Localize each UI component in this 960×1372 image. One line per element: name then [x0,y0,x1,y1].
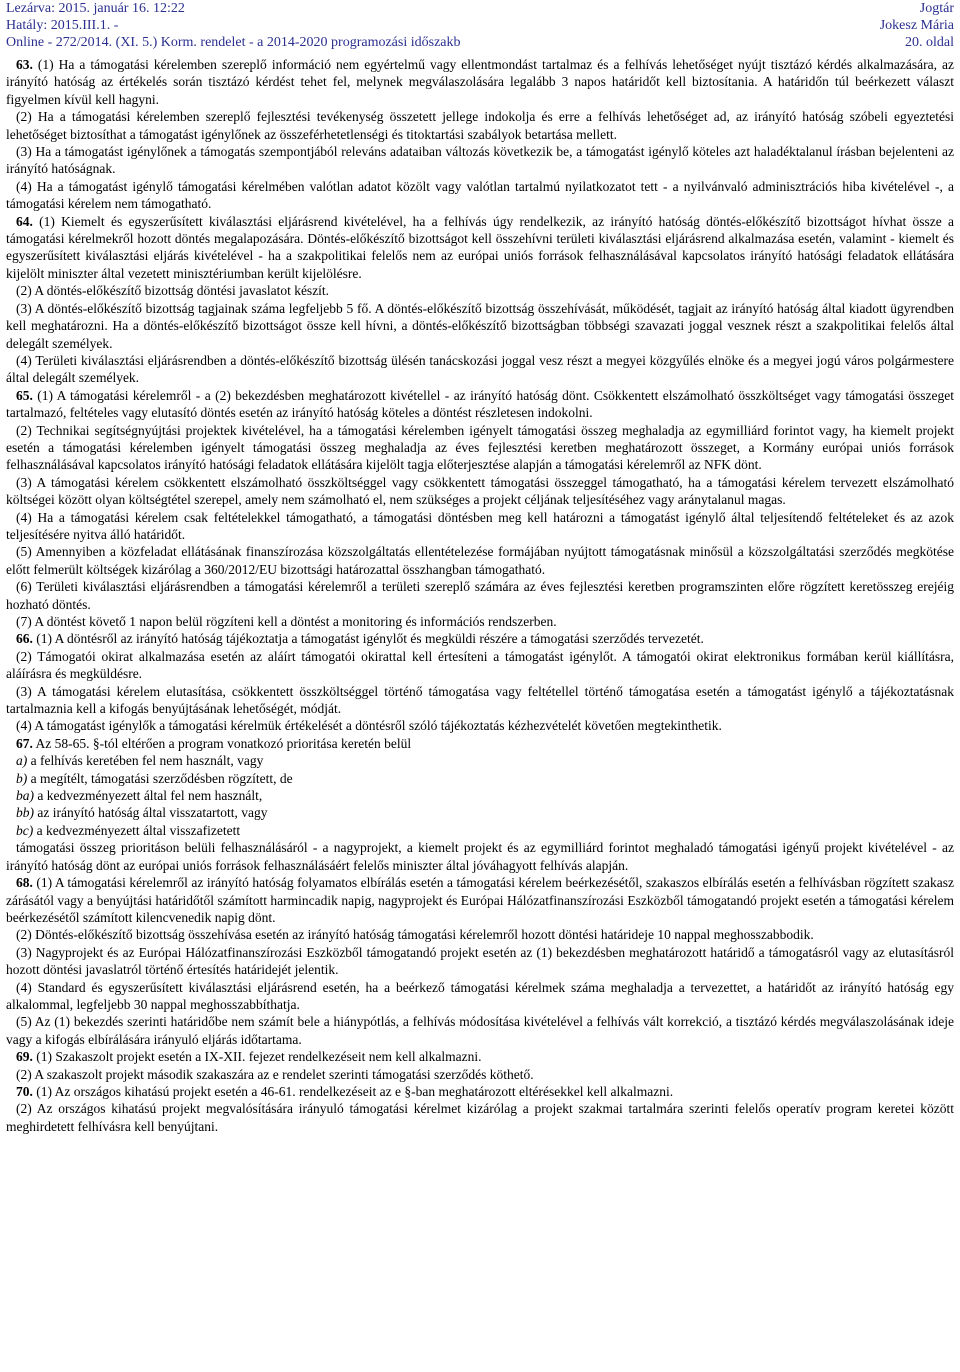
section-paragraph: 64. (1) Kiemelt és egyszerűsített kiválasztási eljárásrend kivételével, ha a felhívás úgy rendelkezik, az irányító hatóság döntés-előkészítő bizottságot hívhat össze a támogatási kérelmekről hozott döntés megalapozására. Döntés-előkészítő bizottságot kell összehívni területi kiválasztási eljárásrend alkalmazása esetén, valamint - kiemelt és egyszerűsített kiválasztási eljárás kivételével - ha a szakpolitikai felelős nem az európai uniós források felhasználásával kapcsolatos irányító hatósági feladatok ellátására kijelölt miniszter által vezetett minisztériumban került kijelölésre. [6,213,954,281]
paragraph: (6) Területi kiválasztási eljárásrendben a támogatási kérelemről a területi szereplő számára az éves fejlesztési keretben programszinten előre rögzített keretösszeg erejéig hozható döntés. [6,579,954,612]
list-marker: a) [16,753,28,769]
section-number: 65. [16,387,33,403]
paragraph: (3) A támogatási kérelem csökkentett elszámolható összköltséggel vagy csökkentett támogatási összeggel támogatható, ha a támogatási kérelem tervezett elszámolható költségei között olyan költségtétel szerepel, amely nem számolható el, nem szükséges a projekt céljának teljesítéséhez vagy aránytalanul magas. [6,474,954,508]
section-number: 64. [16,213,33,229]
list-marker: bc) [16,822,34,838]
list-marker: ba) [16,788,34,804]
effective-date: Hatály: 2015.III.1. - [6,18,119,33]
source-name: Jogtár [919,1,954,16]
section-paragraph: 66. (1) A döntésről az irányító hatóság tájékoztatja a támogatást igénylőt és megküldi részére a támogatási szerződés tervezetét. [16,631,704,647]
paragraph: (4) Területi kiválasztási eljárásrendben a döntés-előkészítő bizottság ülésén tanácskozási joggal vesz részt a megyei közgyűlés elnöke és a megyei jogú város polgármestere által delegált személyek. [6,352,954,386]
section-number: 66. [16,631,33,647]
document-header [6,0,954,50]
section-number: 69. [16,1049,33,1065]
paragraph: (2) Támogatói okirat alkalmazása esetén az aláírt támogatói okirattal kell értesíteni a támogatást igénylőt. A támogatói okirat elektronikus formában kerül kiállításra, aláírásra és megküldésre. [6,648,954,682]
page-number: 20. oldal [905,35,954,50]
section-paragraph: 67. Az 58-65. §-tól eltérően a program vonatkozó prioritása keretén belül [16,735,412,751]
paragraph: (4) Standard és egyszerűsített kiválasztási eljárásrend esetén, ha a beérkező támogatási kérelmek száma meghaladja a tervezettet, a határidőt az irányító hatóság egy alkalommal, legfeljebb 30 nappal meghosszabbíthatja. [6,979,954,1012]
header-right [880,0,954,51]
paragraph: támogatási összeg prioritáson belüli felhasználásáról - a nagyprojekt, a kiemelt projekt és az egymilliárd forintot meghaladó támogatási igényű projekt kivételével - az irányító hatóság dönt az európai uniós források felhasználásáért felelős miniszter által jóváhagyott felhívás alapján. [6,840,954,873]
paragraph: (2) Ha a támogatási kérelemben szereplő fejlesztési tevékenység összetett jellege indokolja és erre a felhívás lehetőséget ad, az irányító hatóság szóbeli egyeztetési lehetőséget biztosíthat a támogatást igénylőnek az összeférhetetlenségi és titoktartási szabályok betartása mellett. [6,109,954,142]
paragraph: (5) Az (1) bekezdés szerinti határidőbe nem számít bele a hiánypótlás, a felhívás módosítása kivételével a felhívás vált korrekció, a tisztázó kérdés megválaszolásának ideje vagy a kifogás elbírálására irányuló eljárás időtartama. [6,1014,954,1047]
paragraph: (2) Technikai segítségnyújtási projektek kivételével, ha a támogatási kérelemben igényelt támogatási összeg meghaladja az egymilliárd forintot vagy, ha kiemelt projekt esetén a támogatási kérelemben igényelt támogatási összeg meghaladja az éves fejlesztési keretben meghatározott összeget, a Kormány európai uniós források felhasználásával kapcsolatos irányító hatósági feladatok ellátására kijelölt tagja előterjesztése alapján a támogatási kérelemről az NFK dönt. [6,422,954,473]
paragraph: a) a felhívás keretében fel nem használt, vagy [16,753,264,769]
paragraph: (7) A döntést követő 1 napon belül rögzíteni kell a döntést a monitoring és információs rendszerben. [16,614,557,629]
list-marker: bb) [16,805,34,821]
paragraph: (5) Amennyiben a közfeladat ellátásának finanszírozása közszolgáltatás ellentételezése formájában nyújtott támogatásnak minősül a közszolgáltatási szerződés megkötése előtt felmerült költségek kizárólag a 360/2012/EU bizottsági határozattal összhangban támogatható. [6,544,954,577]
closed-date: Lezárva: 2015. január 16. 12:22 [6,1,185,16]
section-number: 67. [16,735,33,751]
paragraph: bc) a kedvezményezett által visszafizetett [16,822,241,838]
section-paragraph: 65. (1) A támogatási kérelemről - a (2) bekezdésben meghatározott kivétellel - az irányító hatóság dönt. Csökkentett elszámolható összköltséget vagy támogatási összeget tartalmazó, feltételes vagy elutasító döntés esetén az irányító hatóság köteles a döntést részletesen indokolni. [6,387,954,421]
section-number: 70. [16,1083,33,1099]
document-title: Online - 272/2014. (XI. 5.) Korm. rendelet - a 2014-2020 programozási időszakb [6,35,461,50]
list-marker: b) [16,770,28,786]
paragraph: bb) az irányító hatóság által visszatartott, vagy [16,805,268,821]
paragraph: (3) A döntés-előkészítő bizottság tagjainak száma legfeljebb 5 fő. A döntés-előkészítő bizottság összehívását, működését, tagjait az irányító hatóság által kiadott ügyrendben kell meghatározni. Ha a döntés-előkészítő bizottságot össze kell hívni, a döntés-előkészítő bizottságban többségi szavazati joggal vesznek részt a szakpolitikai felelős által delegált személyek. [6,300,954,351]
section-number: 63. [16,57,33,72]
section-paragraph: 70. (1) Az országos kihatású projekt esetén a 46-61. rendelkezéseit az e §-ban meghatározott eltérésekkel kell alkalmazni. [16,1083,674,1099]
paragraph: b) a megítélt, támogatási szerződésben rögzített, de [16,770,293,786]
paragraph: (3) Nagyprojekt és az Európai Hálózatfinanszírozási Eszközből támogatandó projekt esetén az (1) bekezdésben meghatározott határidő a támogatásról vagy az elutasításról hozott döntési javaslatról történő értesítés határidejét jelentik. [6,944,954,978]
paragraph: (2) Döntés-előkészítő bizottság összehívása esetén az irányító hatóság támogatási kérelemről hozott döntési határideje 10 nappal meghosszabbodik. [16,927,814,943]
paragraph: ba) a kedvezményezett által fel nem használt, [16,788,263,804]
header-left [6,0,461,51]
paragraph: (4) A támogatást igénylők a támogatási kérelmük értékelését a döntésről szóló tájékoztatás kézhezvételét követően megtekinthetik. [16,718,722,734]
user-name: Jokesz Mária [879,18,954,33]
paragraph: (3) A támogatási kérelem elutasítása, csökkentett összköltséggel történő támogatása vagy feltétellel történő támogatása esetén a támogatást igénylő a tájékoztatásnak tartalmaznia kell a kifogás benyújtásának lehetőségét, módját. [6,683,954,717]
paragraph: (3) Ha a támogatást igénylőnek a támogatás szempontjából releváns adataiban változás következik be, a támogatást igénylő köteles azt haladéktalanul írásban bejelenteni az irányító hatóságnak. [6,144,954,177]
document-body [6,56,954,1135]
section-paragraph: 63. (1) Ha a támogatási kérelemben szereplő információ nem egyértelmű vagy ellentmondást tartalmaz és a felhívás lehetőséget nyújt tisztázó kérdés alkalmazására, az irányító hatóság az értékelés során tisztázó kérdést tehet fel, melynek megválaszolására legalább 3 napos határidőt kell biztosítania. A határidőn túl beérkezett választ figyelmen kívül kell hagyni. [6,57,954,107]
paragraph: (4) Ha a támogatást igénylő támogatási kérelmében valótlan adatot közölt vagy valótlan tartalmú nyilatkozatot tett - a nyilvánvaló adminisztrációs hiba kivételével -, a támogatási kérelem nem támogatható. [6,178,954,212]
section-number: 68. [16,875,33,891]
section-paragraph: 69. (1) Szakaszolt projekt esetén a IX-XII. fejezet rendelkezéseit nem kell alkalmazni. [16,1049,482,1065]
paragraph: (2) A döntés-előkészítő bizottság döntési javaslatot készít. [16,283,330,299]
section-paragraph: 68. (1) A támogatási kérelemről az irányító hatóság folyamatos elbírálás esetén a támogatási kérelem beérkezésétől, szakaszos elbírálás esetén a felhívásban rögzített szakasz zárásától vagy a benyújtási határidőtől számított harmincadik napig, nagyprojekt és Európai Hálózatfinanszírozási Eszközből támogatandó projekt esetén a támogatási kérelem beérkezésétől számított kilencvenedik napig dönt. [6,875,954,925]
paragraph: (2) A szakaszolt projekt második szakaszára az e rendelet szerinti támogatási szerződés köthető. [16,1066,534,1082]
paragraph: (4) Ha a támogatási kérelem csak feltételekkel támogatható, a támogatási döntésben meg kell határozni a támogatást igénylő által teljesítendő feltételeket és az azok teljesítésére nyitva álló határidőt. [6,509,954,542]
paragraph: (2) Az országos kihatású projekt megvalósítására irányuló támogatási kérelmet kizárólag a projekt szakmai tartalmára szerinti felelős operatív program keretei között meghirdetett felhívásra kell benyújtani. [6,1101,954,1134]
